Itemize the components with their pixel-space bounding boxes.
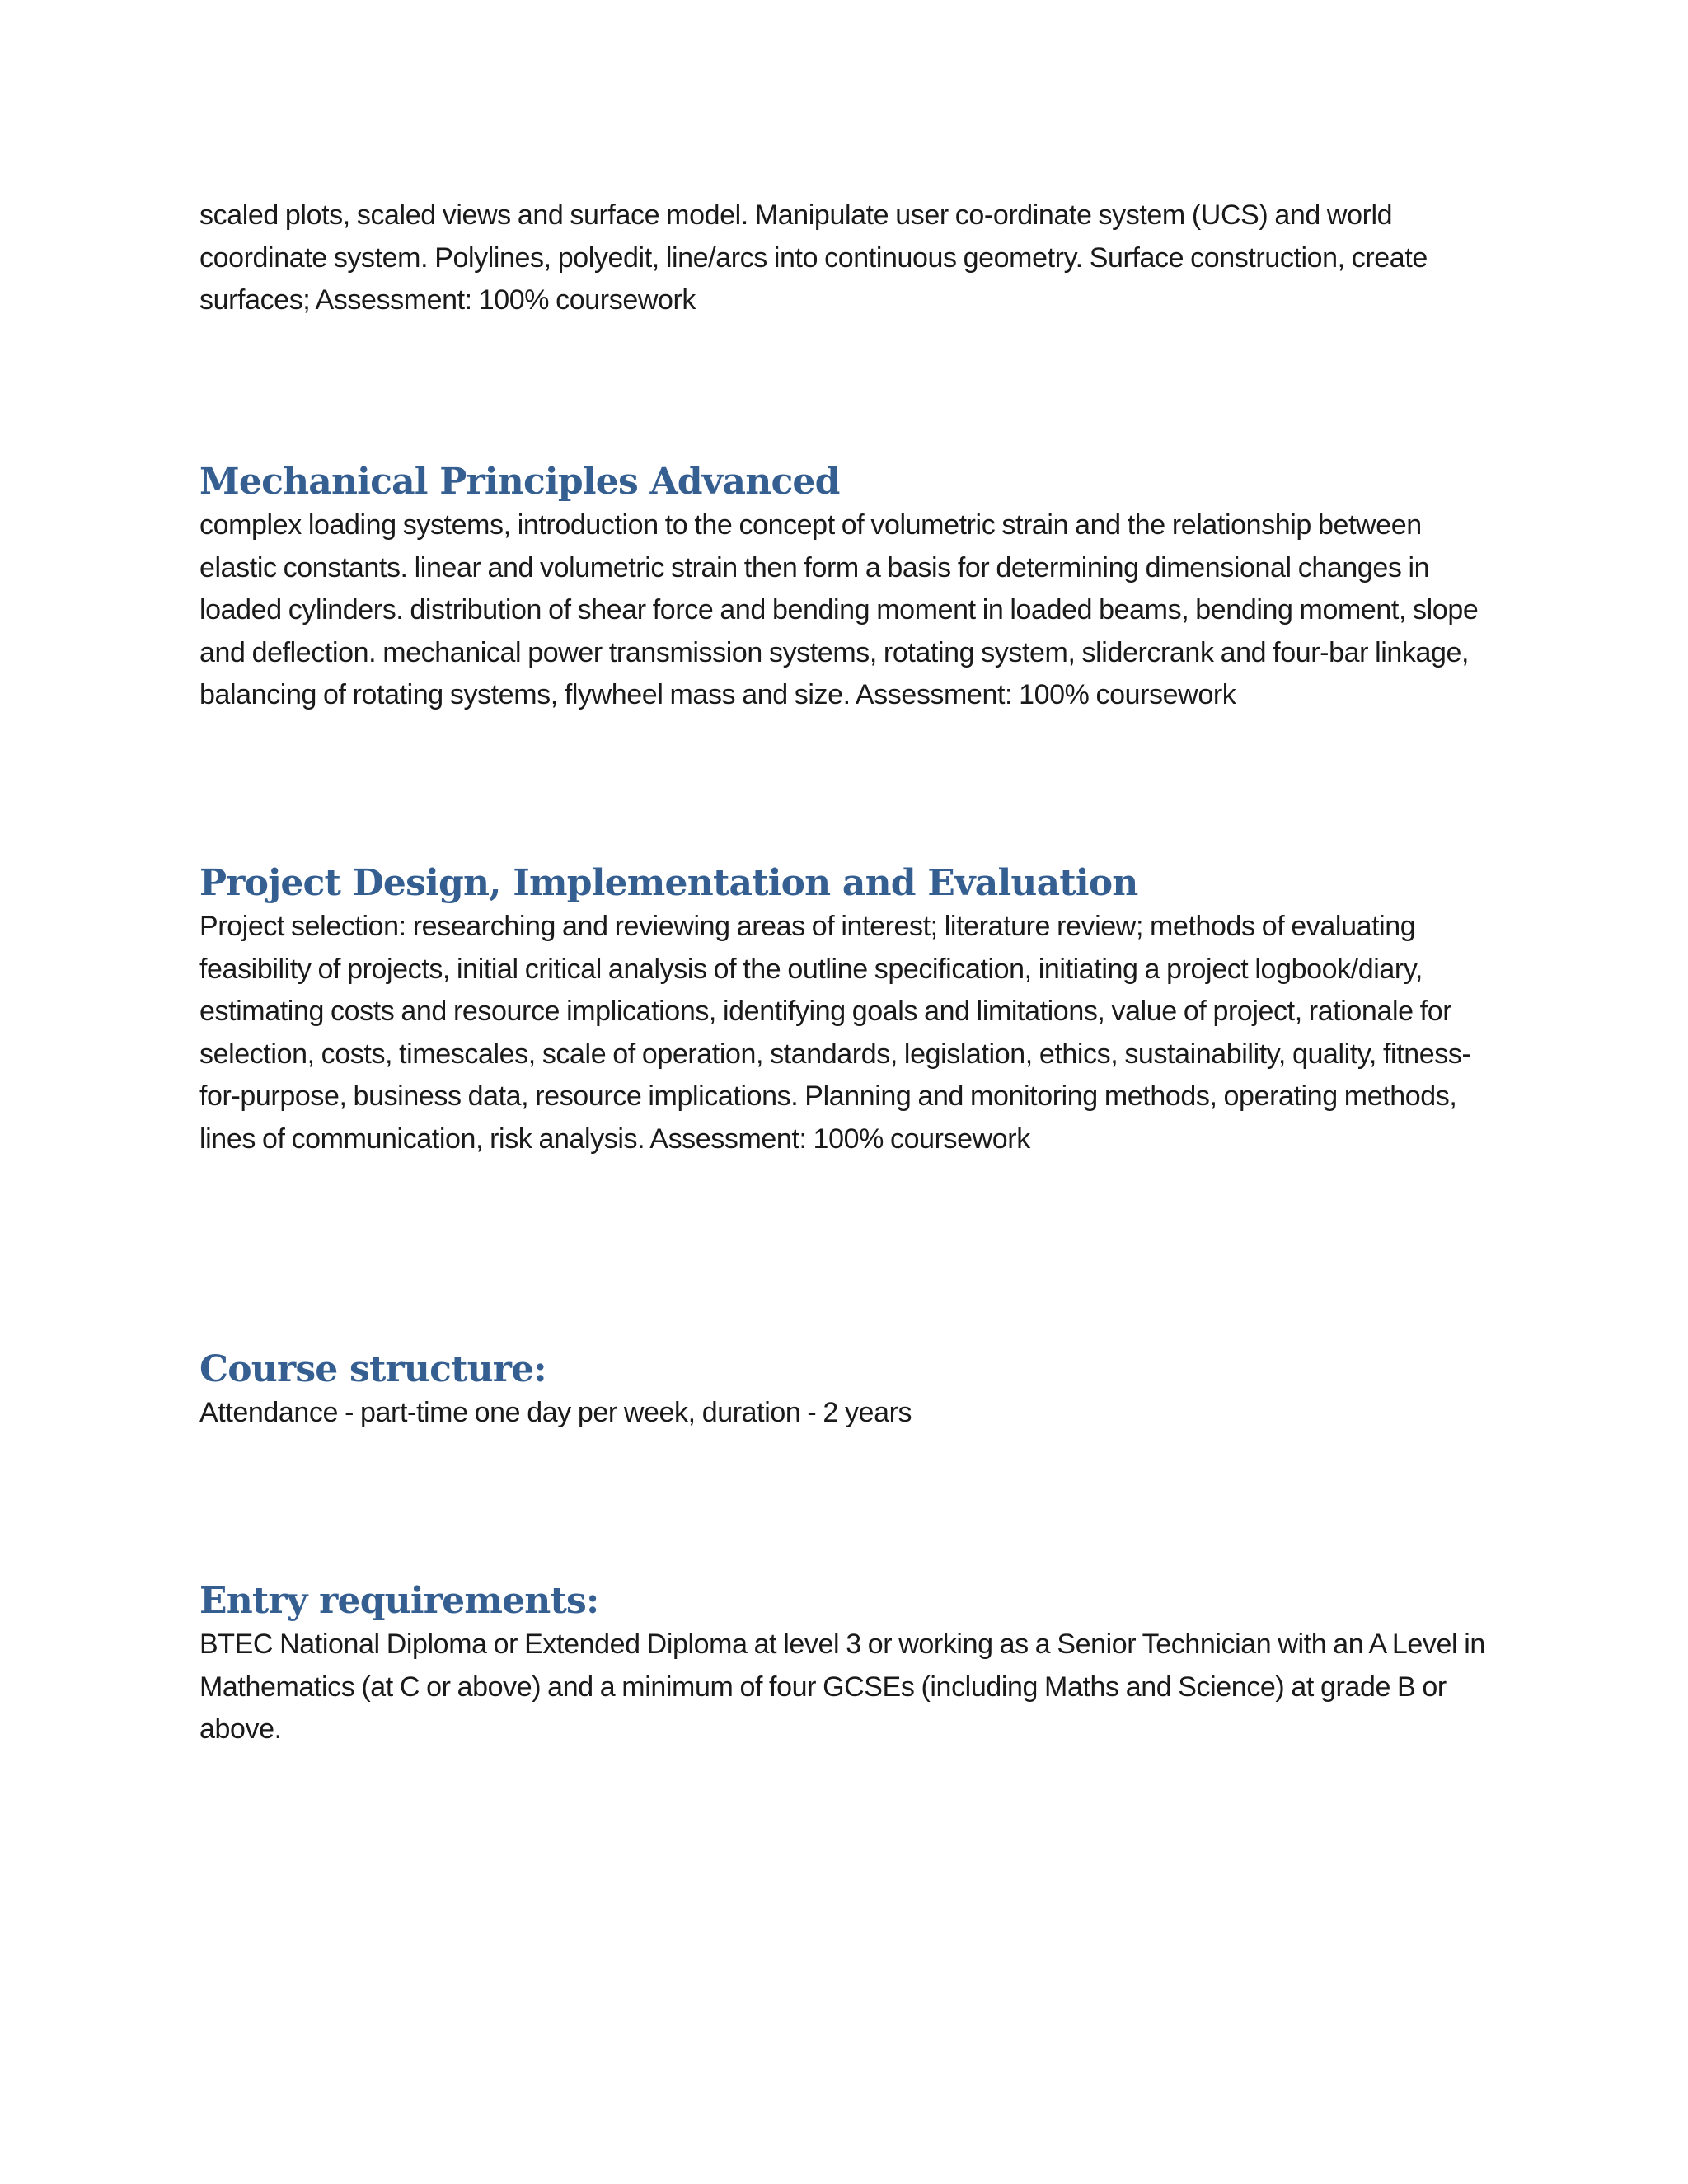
section-project-design bbox=[199, 861, 1502, 1160]
section-heading: Entry requirements: bbox=[199, 1580, 599, 1622]
intro-paragraph: scaled plots, scaled views and surface model. Manipulate user co-ordinate system (UCS) and world coordinate system. Polylines, polyedit, line/arcs into continuous geometry. Surface construction, create surfaces; Assessment: 100% coursework bbox=[199, 199, 1428, 316]
section-body: Attendance - part-time one day per week, duration - 2 years bbox=[199, 1397, 912, 1428]
section-body: Project selection: researching and reviewing areas of interest; literature review; methods of evaluating feasibility of projects, initial critical analysis of the outline specification, initiating a project logbook/diary, estimating costs and resource implications, identifying goals and limitations, value of project, rationale for selection, costs, timescales, scale of operation, standards, legislation, ethics, sustainability, quality, fitness-for-purpose, business data, resource implications. Planning and monitoring methods, operating methods, lines of communication, risk analysis. Assessment: 100% coursework bbox=[199, 911, 1471, 1155]
intro-block bbox=[199, 194, 1502, 322]
section-mechanical-principles bbox=[199, 460, 1502, 717]
section-body: complex loading systems, introduction to the concept of volumetric strain and the relationship between elastic constants. linear and volumetric strain then form a basis for determining dimensional changes in loaded cylinders. distribution of shear force and bending moment in loaded beams, bending moment, slope and deflection. mechanical power transmission systems, rotating system, slidercrank and four-bar linkage, balancing of rotating systems, flywheel mass and size. Assessment: 100% coursework bbox=[199, 509, 1479, 710]
section-body: BTEC National Diploma or Extended Diploma at level 3 or working as a Senior Technician with an A Level in Mathematics (at C or above) and a minimum of four GCSEs (including Maths and Science) at grade B or above. bbox=[199, 1629, 1485, 1745]
section-entry-requirements bbox=[199, 1579, 1502, 1751]
section-heading: Course structure: bbox=[199, 1348, 546, 1390]
section-heading: Mechanical Principles Advanced bbox=[199, 461, 840, 503]
section-course-structure bbox=[199, 1347, 1502, 1435]
section-heading: Project Design, Implementation and Evaluation bbox=[199, 862, 1138, 904]
